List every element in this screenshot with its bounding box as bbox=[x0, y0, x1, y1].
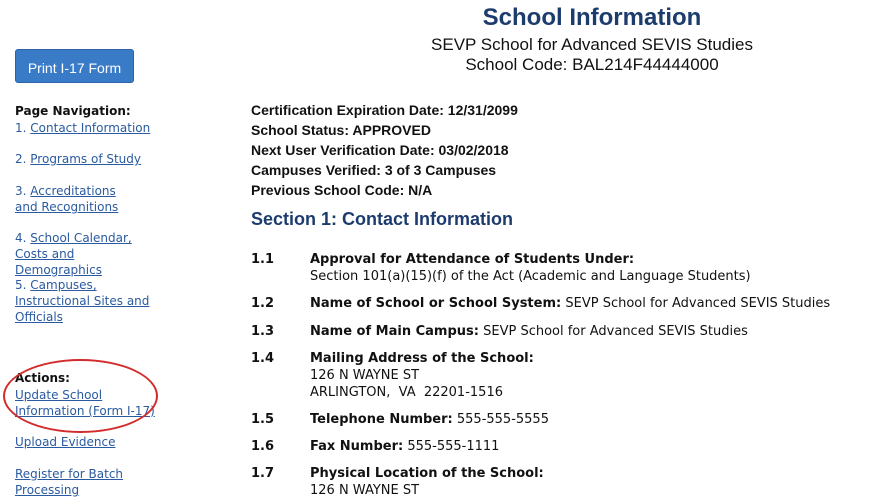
school-name: SEVP School for Advanced SEVIS Studies bbox=[431, 35, 753, 54]
row-value: SEVP School for Advanced SEVIS Studies bbox=[483, 324, 748, 339]
row-number: 1.1 bbox=[251, 252, 275, 267]
row-number: 1.3 bbox=[251, 324, 275, 339]
row-number: 1.2 bbox=[251, 296, 275, 311]
row-label: Approval for Attendance of Students Under: bbox=[310, 252, 635, 267]
nav-item-contact-information[interactable] bbox=[15, 120, 165, 136]
campuses-verified: Campuses Verified: 3 of 3 Campuses bbox=[251, 162, 497, 178]
row-value: Section 101(a)(15)(f) of the Act (Academic and Language Students) bbox=[310, 269, 751, 284]
row-label: Name of Main Campus: bbox=[310, 324, 479, 339]
nav-link-programs-of-study[interactable]: Programs of Study bbox=[30, 152, 142, 166]
row-physical-location bbox=[310, 465, 870, 499]
nav-item-accreditations[interactable] bbox=[15, 183, 140, 215]
nav-item-number: 4. bbox=[15, 231, 27, 245]
row-value: 555-555-5555 bbox=[456, 412, 549, 427]
actions-heading: Actions: bbox=[15, 371, 70, 385]
page-title: School Information bbox=[482, 4, 702, 31]
row-number: 1.5 bbox=[251, 412, 275, 427]
previous-school-code: Previous School Code: N/A bbox=[251, 182, 433, 198]
nav-item-number: 5. bbox=[15, 278, 27, 292]
row-value: 555-555-1111 bbox=[407, 439, 500, 454]
nav-item-programs-of-study[interactable] bbox=[15, 151, 165, 167]
row-school-name bbox=[310, 295, 870, 312]
section-1-heading: Section 1: Contact Information bbox=[251, 209, 514, 229]
nav-link-school-calendar[interactable]: School Calendar, Costs and Demographics bbox=[15, 231, 132, 277]
nav-item-number: 2. bbox=[15, 152, 27, 166]
certification-expiration: Certification Expiration Date: 12/31/2099 bbox=[251, 102, 518, 118]
row-main-campus bbox=[310, 323, 870, 340]
nav-link-contact-information[interactable]: Contact Information bbox=[30, 121, 151, 135]
row-mailing-address bbox=[310, 350, 870, 401]
school-status: School Status: APPROVED bbox=[251, 122, 431, 138]
school-code: School Code: BAL214F44444000 bbox=[465, 55, 719, 74]
row-value: SEVP School for Advanced SEVIS Studies bbox=[565, 296, 831, 311]
upload-evidence-link[interactable]: Upload Evidence bbox=[15, 435, 116, 449]
nav-item-school-calendar[interactable] bbox=[15, 230, 165, 278]
nav-item-campuses[interactable] bbox=[15, 277, 150, 325]
row-label: Name of School or School System: bbox=[310, 296, 562, 311]
row-telephone bbox=[310, 411, 870, 428]
address-line-1: 126 N WAYNE ST bbox=[310, 483, 420, 498]
nav-item-number: 1. bbox=[15, 121, 27, 135]
address-line-1: 126 N WAYNE ST bbox=[310, 368, 420, 383]
row-label: Telephone Number: bbox=[310, 412, 453, 427]
nav-link-campuses[interactable]: Campuses, Instructional Sites and Officials bbox=[15, 278, 150, 324]
row-number: 1.7 bbox=[251, 466, 275, 481]
register-batch-processing-link[interactable]: Register for Batch Processing bbox=[15, 467, 124, 497]
nav-link-accreditations[interactable]: Accreditations and Recognitions bbox=[15, 184, 119, 214]
update-school-information-link[interactable]: Update School Information (Form I-17) bbox=[15, 388, 155, 418]
row-label: Fax Number: bbox=[310, 439, 404, 454]
next-verification-date: Next User Verification Date: 03/02/2018 bbox=[251, 142, 509, 158]
row-label: Physical Location of the School: bbox=[310, 466, 544, 481]
address-line-2: ARLINGTON, VA 22201-1516 bbox=[310, 385, 503, 400]
nav-item-number: 3. bbox=[15, 184, 27, 198]
row-number: 1.6 bbox=[251, 439, 275, 454]
row-fax bbox=[310, 438, 870, 455]
print-i17-button[interactable]: Print I-17 Form bbox=[15, 49, 134, 83]
row-number: 1.4 bbox=[251, 351, 275, 366]
row-approval-attendance bbox=[310, 251, 870, 285]
row-label: Mailing Address of the School: bbox=[310, 351, 534, 366]
page-navigation-heading: Page Navigation: bbox=[15, 104, 131, 118]
